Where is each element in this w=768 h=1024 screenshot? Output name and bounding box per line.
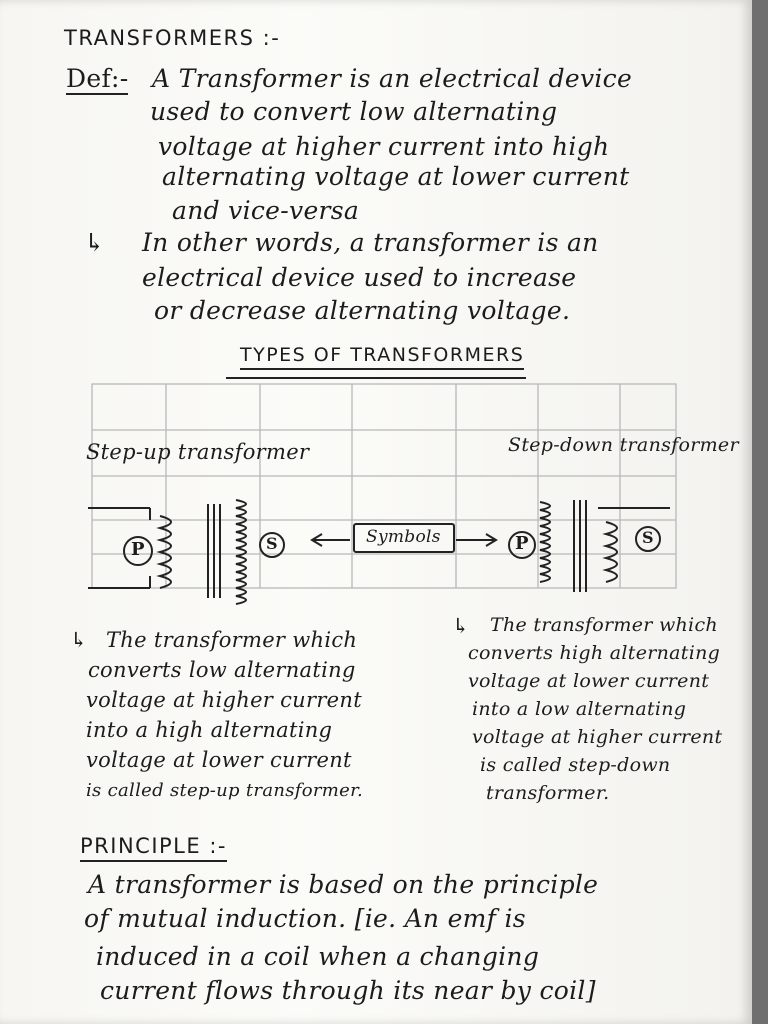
definition-label: Def:- xyxy=(66,64,129,93)
step-up-arrow-icon: ↳ xyxy=(70,628,88,652)
graph-grid xyxy=(92,384,676,588)
step-down-desc-line-1: The transformer which xyxy=(490,614,718,636)
other-words-line-3: or decrease alternating voltage. xyxy=(154,296,571,325)
step-down-desc-line-2: converts high alternating xyxy=(468,642,721,664)
step-up-label: Step-up transformer xyxy=(86,440,310,464)
step-down-desc-line-7: transformer. xyxy=(486,782,610,804)
other-words-line-2: electrical device used to increase xyxy=(142,263,577,292)
principle-line-1: A transformer is based on the principle xyxy=(88,870,599,899)
principle-line-3: induced in a coil when a changing xyxy=(96,942,540,971)
step-down-desc-line-6: is called step-down xyxy=(480,754,671,776)
step-up-desc-line-2: converts low alternating xyxy=(88,658,356,682)
step-up-desc-line-3: voltage at higher current xyxy=(86,688,362,712)
step-down-primary-coil xyxy=(540,502,550,582)
symbols-label: Symbols xyxy=(366,527,441,547)
step-up-desc-line-6: is called step-up transformer. xyxy=(86,780,364,801)
step-up-primary-letter: P xyxy=(131,539,145,560)
other-words-line-1: In other words, a transformer is an xyxy=(142,228,599,257)
definition-line-3: voltage at higher current into high xyxy=(158,132,610,161)
definition-line-5: and vice-versa xyxy=(172,196,360,225)
principle-line-4: current flows through its near by coil] xyxy=(100,976,596,1005)
step-down-desc-line-3: voltage at lower current xyxy=(468,670,710,692)
step-down-primary-letter: P xyxy=(515,533,529,554)
arrow-icon: ↳ xyxy=(84,228,106,257)
step-up-desc-line-5: voltage at lower current xyxy=(86,748,352,772)
step-down-arrow-icon: ↳ xyxy=(452,614,470,638)
step-down-desc-line-4: into a low alternating xyxy=(472,698,687,720)
definition-line-2: used to convert low alternating xyxy=(150,97,558,126)
principle-heading: PRINCIPLE :- xyxy=(80,834,227,862)
page-title: TRANSFORMERS :- xyxy=(64,26,281,50)
definition-line-1: A Transformer is an electrical device xyxy=(152,64,633,93)
types-heading: TYPES OF TRANSFORMERS xyxy=(240,344,524,370)
step-up-secondary-letter: S xyxy=(266,534,278,553)
step-down-secondary-coil xyxy=(606,522,617,582)
step-up-desc-line-1: The transformer which xyxy=(106,628,358,652)
step-down-label: Step-down transformer xyxy=(508,434,739,456)
step-up-desc-line-4: into a high alternating xyxy=(86,718,333,742)
definition-line-4: alternating voltage at lower current xyxy=(162,162,630,191)
principle-line-2: of mutual induction. [ie. An emf is xyxy=(84,904,526,933)
step-down-desc-line-5: voltage at higher current xyxy=(472,726,723,748)
step-down-secondary-letter: S xyxy=(642,528,654,547)
